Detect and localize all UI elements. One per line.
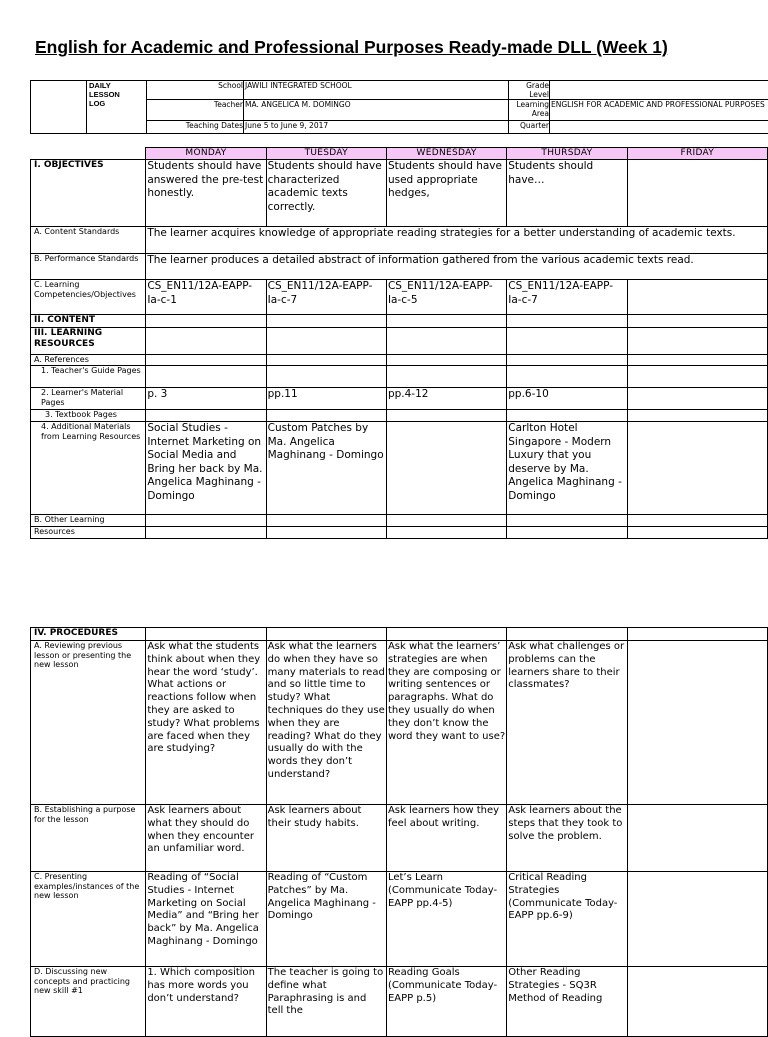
cell-monday: 1. Which composition has more words you don’t understand? [146,967,266,1037]
cell-friday [627,422,767,515]
day-friday: FRIDAY [627,148,767,160]
cell-tuesday: Custom Patches by Ma. Angelica Maghinang - Domingo [266,422,386,515]
cell-monday: Ask what the students think about when they hear the word ‘study’. What actions or reactions follow when they are asked to study? What problems are faced when they are studying? [146,641,266,805]
corner-cell [31,148,146,160]
cell-tuesday: pp.11 [266,388,386,410]
row-additional-materials [31,422,768,515]
performance-standards-text: The learner produces a detailed abstract of information gathered from the various academic texts read. [146,254,768,280]
row-content [31,315,768,328]
cell-thursday: Other Reading Strategies - SQ3R Method of Reading [507,967,627,1037]
row-learning-resources [31,328,768,355]
teacher-label: Teacher [147,100,244,121]
row-label: 4. Additional Materials from Learning Resources [31,422,146,515]
cell-friday [627,805,767,872]
school-label: School [147,81,244,100]
cell-wednesday: Let’s Learn (Communicate Today-EAPP pp.4-5) [386,872,506,967]
row-label: I. OBJECTIVES [31,160,146,227]
dll-label: DAILY LESSON LOG [87,81,147,134]
cell-monday: CS_EN11/12A-EAPP-Ia-c-1 [146,280,266,315]
cell-tuesday: The teacher is going to define what Paraphrasing is and tell the [266,967,386,1037]
row-reviewing [31,641,768,805]
row-label: C. Learning Competencies/Objectives [31,280,146,315]
cell-tuesday: Students should have characterized academic texts correctly. [266,160,386,227]
day-tuesday: TUESDAY [266,148,386,160]
row-label: A. Reviewing previous lesson or presenting the new lesson [31,641,146,805]
cell-thursday: Ask what challenges or problems can the learners share to their classmates? [507,641,627,805]
cell-wednesday: pp.4-12 [386,388,506,410]
document-title: English for Academic and Professional Purposes Ready-made DLL (Week 1) [35,36,735,58]
row-label: A. References [31,355,146,366]
area-value: ENGLISH FOR ACADEMIC AND PROFESSIONAL PURPOSES [550,100,768,121]
cell-friday [627,641,767,805]
row-label: D. Discussing new concepts and practicing new skill #1 [31,967,146,1037]
cell-thursday: Critical Reading Strategies (Communicate Today-EAPP pp.6-9) [507,872,627,967]
row-performance-standards [31,254,768,280]
row-procedures [31,628,768,641]
row-label: II. CONTENT [31,315,146,328]
row-discussing-concepts [31,967,768,1037]
row-label: B. Other Learning [31,515,146,527]
row-other-resources-1 [31,515,768,527]
row-teachers-guide [31,366,768,388]
row-other-resources-2 [31,527,768,539]
dates-label: Teaching Dates [147,121,244,134]
cell-friday [627,388,767,410]
cell-monday: Ask learners about what they should do when they encounter an unfamiliar word. [146,805,266,872]
row-establishing-purpose [31,805,768,872]
quarter-value [550,121,768,134]
dates-value: June 5 to June 9, 2017 [244,121,509,134]
lesson-table-part1 [30,147,768,539]
cell-monday: p. 3 [146,388,266,410]
row-label: B. Performance Standards [31,254,146,280]
cell-tuesday: Ask learners about their study habits. [266,805,386,872]
day-monday: MONDAY [146,148,266,160]
cell-monday: Students should have answered the pre-test honestly. [146,160,266,227]
grade-value [550,81,768,100]
grade-label: Grade Level [509,81,550,100]
cell-tuesday: CS_EN11/12A-EAPP-Ia-c-7 [266,280,386,315]
row-objectives [31,160,768,227]
row-label: Resources [31,527,146,539]
row-label: III. LEARNING RESOURCES [31,328,146,355]
cell-wednesday: Reading Goals (Communicate Today-EAPP p.5) [386,967,506,1037]
school-value: JAWILI INTEGRATED SCHOOL [244,81,509,100]
cell-monday: Reading of “Social Studies - Internet Marketing on Social Media” and “Bring her back” by Ma. Angelica Maghinang - Domingo [146,872,266,967]
cell-friday [627,160,767,227]
cell-wednesday: CS_EN11/12A-EAPP-Ia-c-5 [386,280,506,315]
header-blank-cell [31,81,87,134]
day-thursday: THURSDAY [507,148,627,160]
cell-thursday: Students should have… [507,160,627,227]
row-content-standards [31,227,768,254]
row-competencies [31,280,768,315]
row-textbook [31,410,768,422]
header-table [30,80,768,134]
cell-tuesday: Reading of “Custom Patches” by Ma. Angelica Maghinang - Domingo [266,872,386,967]
quarter-label: Quarter [509,121,550,134]
cell-friday [627,872,767,967]
row-learners-material [31,388,768,410]
day-wednesday: WEDNESDAY [386,148,506,160]
cell-wednesday [386,422,506,515]
row-label: IV. PROCEDURES [31,628,146,641]
lesson-table-part2 [30,627,768,1037]
row-label: C. Presenting examples/instances of the new lesson [31,872,146,967]
cell-friday [627,967,767,1037]
row-references [31,355,768,366]
row-label: 3. Textbook Pages [31,410,146,422]
row-presenting-examples [31,872,768,967]
row-label: A. Content Standards [31,227,146,254]
cell-thursday: CS_EN11/12A-EAPP-Ia-c-7 [507,280,627,315]
cell-wednesday: Ask what the learners’ strategies are when they are composing or writing sentences or paragraphs. What do they usually do when they don’t know the word they want to use? [386,641,506,805]
cell-thursday: Ask learners about the steps that they took to solve the problem. [507,805,627,872]
teacher-value: MA. ANGELICA M. DOMINGO [244,100,509,121]
cell-wednesday: Students should have used appropriate hedges, [386,160,506,227]
cell-thursday: pp.6-10 [507,388,627,410]
cell-wednesday: Ask learners how they feel about writing. [386,805,506,872]
cell-thursday: Carlton Hotel Singapore - Modern Luxury that you deserve by Ma. Angelica Maghinang - Domingo [507,422,627,515]
cell-monday: Social Studies - Internet Marketing on Social Media and Bring her back by Ma. Angelica Maghinang - Domingo [146,422,266,515]
cell-friday [627,280,767,315]
content-standards-text: The learner acquires knowledge of appropriate reading strategies for a better understanding of academic texts. [146,227,768,254]
row-label: 1. Teacher's Guide Pages [31,366,146,388]
row-label: B. Establishing a purpose for the lesson [31,805,146,872]
cell-tuesday: Ask what the learners do when they have so many materials to read and so little time to study? What techniques do they use when they are reading? What do they usually do with the words they don’t understand? [266,641,386,805]
area-label: Learning Area [509,100,550,121]
row-label: 2. Learner's Material Pages [31,388,146,410]
